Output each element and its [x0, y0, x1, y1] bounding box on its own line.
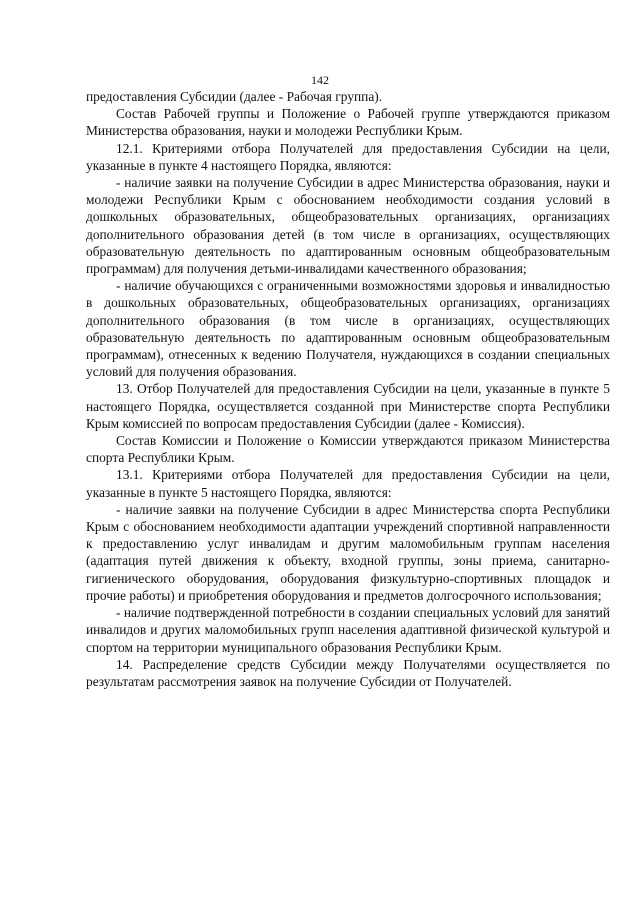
paragraph: 13. Отбор Получателей для предоставления Субсидии на цели, указанные в пункте 5 настоящего Порядка, осуществляется созданной при Министерстве спорта Республики Крым комиссией по вопросам предоставления Субсидии (далее - Комиссия).	[86, 381, 610, 431]
list-item: - наличие подтвержденной потребности в создании специальных условий для занятий инвалидов и других маломобильных групп населения адаптивной физической культурой и спортом на территории муниципального образования Республики Крым.	[86, 605, 610, 655]
paragraph: предоставления Субсидии (далее - Рабочая группа).	[86, 89, 383, 104]
list-item: - наличие заявки на получение Субсидии в адрес Министерства спорта Республики Крым с обоснованием необходимости адаптации учреждений спортивной направленности к предоставлению услуг инвалидам и другим маломобильным группам населения (адаптация путей движения к объекту, входной группы, зоны приема, санитарно-гигиенического оборудования, оборудования физкультурно-спортивных площадок и прочие работы) и приобретения оборудования и предметов долгосрочного использования;	[86, 501, 610, 603]
paragraph: 12.1. Критериями отбора Получателей для предоставления Субсидии на цели, указанные в пункте 4 настоящего Порядка, являются:	[86, 140, 610, 173]
page-number: 142	[311, 73, 329, 87]
paragraph: Состав Рабочей группы и Положение о Рабочей группе утверждаются приказом Министерства образования, науки и молодежи Республики Крым.	[86, 106, 610, 139]
paragraph: Состав Комиссии и Положение о Комиссии утверждаются приказом Министерства спорта Республики Крым.	[86, 433, 610, 466]
document-body	[86, 88, 610, 690]
paragraph: 13.1. Критериями отбора Получателей для предоставления Субсидии на цели, указанные в пункте 5 настоящего Порядка, являются:	[86, 467, 610, 500]
paragraph: 14. Распределение средств Субсидии между Получателями осуществляется по результатам рассмотрения заявок на получение Субсидии от Получателей.	[86, 656, 610, 689]
list-item: - наличие обучающихся с ограниченными возможностями здоровья и инвалидностью в дошкольных образовательных, общеобразовательных организациях, организациях дополнительного образования (в том числе в организациях, осуществляющих образовательную деятельность по адаптированным основным общеобразовательным программам), отнесенных к ведению Получателя, нуждающихся в создании специальных условий для получения образования.	[86, 278, 610, 380]
list-item: - наличие заявки на получение Субсидии в адрес Министерства образования, науки и молодежи Республики Крым с обоснованием необходимости создания условий в дошкольных образовательных, общеобразовательных организациях, организациях дополнительного образования детей (в том числе в организациях, осуществляющих образовательную деятельность по адаптированным основным общеобразовательным программам) для получения детьми-инвалидами качественного образования;	[86, 175, 610, 277]
